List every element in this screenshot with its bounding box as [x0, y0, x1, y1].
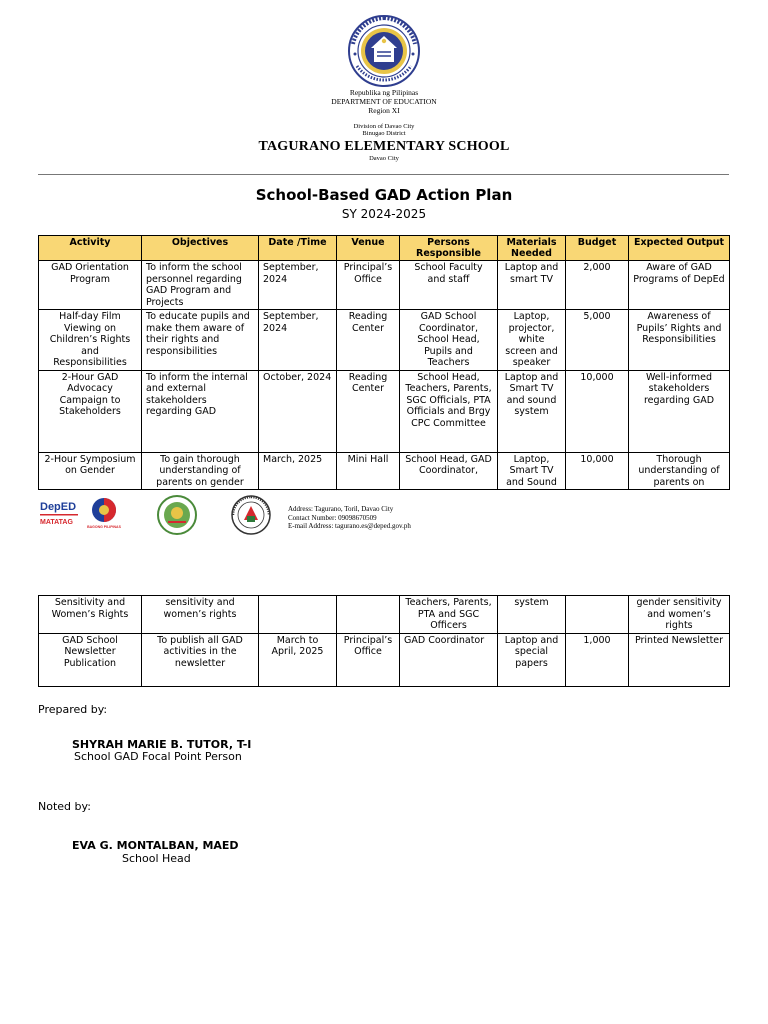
col-header-output: Expected Output	[629, 236, 730, 261]
noted-by-name: EVA G. MONTALBAN, MAED	[72, 839, 239, 852]
cell-date: September, 2024	[259, 261, 337, 310]
cell-output: Aware of GAD Programs of DepEd	[629, 261, 730, 310]
table-row	[39, 633, 730, 686]
cell-activity: GAD Orientation Program	[39, 261, 142, 310]
address-text: Address: Tagurano, Toril, Davao City	[288, 505, 394, 513]
col-header-venue: Venue	[337, 236, 400, 261]
prepared-by-role: School GAD Focal Point Person	[74, 750, 242, 763]
cell-materials: system	[498, 596, 566, 634]
cell-materials: Laptop and smart TV	[498, 261, 566, 310]
cell-objectives: To gain thorough understanding of parents on gender	[142, 452, 259, 490]
division-text: Division of Davao City	[353, 123, 415, 130]
plan-school-year: SY 2024-2025	[341, 207, 427, 221]
deped-seal-logo	[347, 14, 421, 88]
department-text: DEPARTMENT OF EDUCATION	[331, 97, 437, 106]
email-text: E-mail Address: tagurano.es@deped.gov.ph	[288, 522, 411, 530]
cell-objectives: To inform the internal and external stakeholders regarding GAD	[142, 370, 259, 452]
cell-budget	[566, 596, 629, 634]
table-header-row	[39, 236, 730, 261]
cell-venue: Principal’s Office	[337, 261, 400, 310]
table-row	[39, 310, 730, 371]
cell-budget: 10,000	[566, 370, 629, 452]
cell-objectives: sensitivity and women’s rights	[142, 596, 259, 634]
school-seal-logo	[230, 494, 272, 536]
cell-activity: Sensitivity and Women’s Rights	[39, 596, 142, 634]
col-header-persons: Persons Responsible	[400, 236, 498, 261]
cell-persons: GAD Coordinator	[400, 633, 498, 686]
deped-logo-text: DepED	[40, 501, 77, 513]
cell-date: March, 2025	[259, 452, 337, 490]
cell-budget: 10,000	[566, 452, 629, 490]
cell-date: September, 2024	[259, 310, 337, 371]
col-header-objectives: Objectives	[142, 236, 259, 261]
cell-output: Printed Newsletter	[629, 633, 730, 686]
contact-text: Contact Number: 09098670509	[288, 513, 377, 522]
cell-materials: Laptop, Smart TV and Sound	[498, 452, 566, 490]
cell-venue: Principal’s Office	[337, 633, 400, 686]
cell-budget: 1,000	[566, 633, 629, 686]
deped-matatag-logo	[38, 496, 80, 530]
col-header-materials: Materials Needed	[498, 236, 566, 261]
cell-budget: 5,000	[566, 310, 629, 371]
prepared-by-name: SHYRAH MARIE B. TUTOR, T-I	[72, 738, 252, 751]
table-row	[39, 596, 730, 634]
cell-output: Thorough understanding of parents on	[629, 452, 730, 490]
cell-date	[259, 596, 337, 634]
plan-title: School-Based GAD Action Plan	[255, 186, 513, 204]
republic-text: Republika ng Pilipinas	[349, 88, 419, 97]
cell-date: October, 2024	[259, 370, 337, 452]
gad-action-plan-table-continued	[38, 595, 730, 687]
cell-objectives: To educate pupils and make them aware of their rights and responsibilities	[142, 310, 259, 371]
cell-venue	[337, 596, 400, 634]
bagong-pilipinas-logo	[86, 494, 122, 530]
cell-activity: Half-day Film Viewing on Children’s Rights and Responsibilities	[39, 310, 142, 371]
prepared-by-label: Prepared by:	[38, 703, 108, 716]
table-row	[39, 370, 730, 452]
col-header-budget: Budget	[566, 236, 629, 261]
noted-by-label: Noted by:	[38, 800, 91, 813]
cell-objectives: To inform the school personnel regarding GAD Program and Projects	[142, 261, 259, 310]
district-text: Binugao District	[362, 130, 406, 137]
cell-venue: Reading Center	[337, 310, 400, 371]
cell-persons: School Head, Teachers, Parents, SGC Officials, PTA Officials and Brgy CPC Committee	[400, 370, 498, 452]
cell-output: Well-informed stakeholders regarding GAD	[629, 370, 730, 452]
bagong-pilipinas-text: BAGONG PILIPINAS	[87, 525, 121, 529]
school-name: TAGURANO ELEMENTARY SCHOOL	[258, 139, 510, 154]
cell-persons: GAD School Coordinator, School Head, Pupils and Teachers	[400, 310, 498, 371]
cell-budget: 2,000	[566, 261, 629, 310]
page-footer	[38, 492, 438, 540]
table-row	[39, 452, 730, 490]
cell-activity: 2-Hour GAD Advocacy Campaign to Stakeholders	[39, 370, 142, 452]
col-header-activity: Activity	[39, 236, 142, 261]
col-header-date: Date /Time	[259, 236, 337, 261]
cell-materials: Laptop and special papers	[498, 633, 566, 686]
cell-output: gender sensitivity and women’s rights	[629, 596, 730, 634]
cell-activity: 2-Hour Symposium on Gender	[39, 452, 142, 490]
cell-venue: Reading Center	[337, 370, 400, 452]
cell-date: March to April, 2025	[259, 633, 337, 686]
cell-persons: School Faculty and staff	[400, 261, 498, 310]
table-row	[39, 261, 730, 310]
cell-output: Awareness of Pupils’ Rights and Responsibilities	[629, 310, 730, 371]
cell-persons: School Head, GAD Coordinator,	[400, 452, 498, 490]
header-divider	[38, 174, 729, 175]
city-text: Davao City	[369, 155, 399, 162]
noted-by-role: School Head	[122, 852, 191, 865]
gad-action-plan-table	[38, 235, 730, 490]
cell-materials: Laptop, projector, white screen and speaker	[498, 310, 566, 371]
cell-materials: Laptop and Smart TV and sound system	[498, 370, 566, 452]
cell-venue: Mini Hall	[337, 452, 400, 490]
cell-persons: Teachers, Parents, PTA and SGC Officers	[400, 596, 498, 634]
district-seal-logo	[156, 494, 198, 536]
region-text: Region XI	[368, 106, 400, 115]
matatag-logo-text: MATATAG	[40, 519, 73, 526]
cell-objectives: To publish all GAD activities in the newsletter	[142, 633, 259, 686]
cell-activity: GAD School Newsletter Publication	[39, 633, 142, 686]
